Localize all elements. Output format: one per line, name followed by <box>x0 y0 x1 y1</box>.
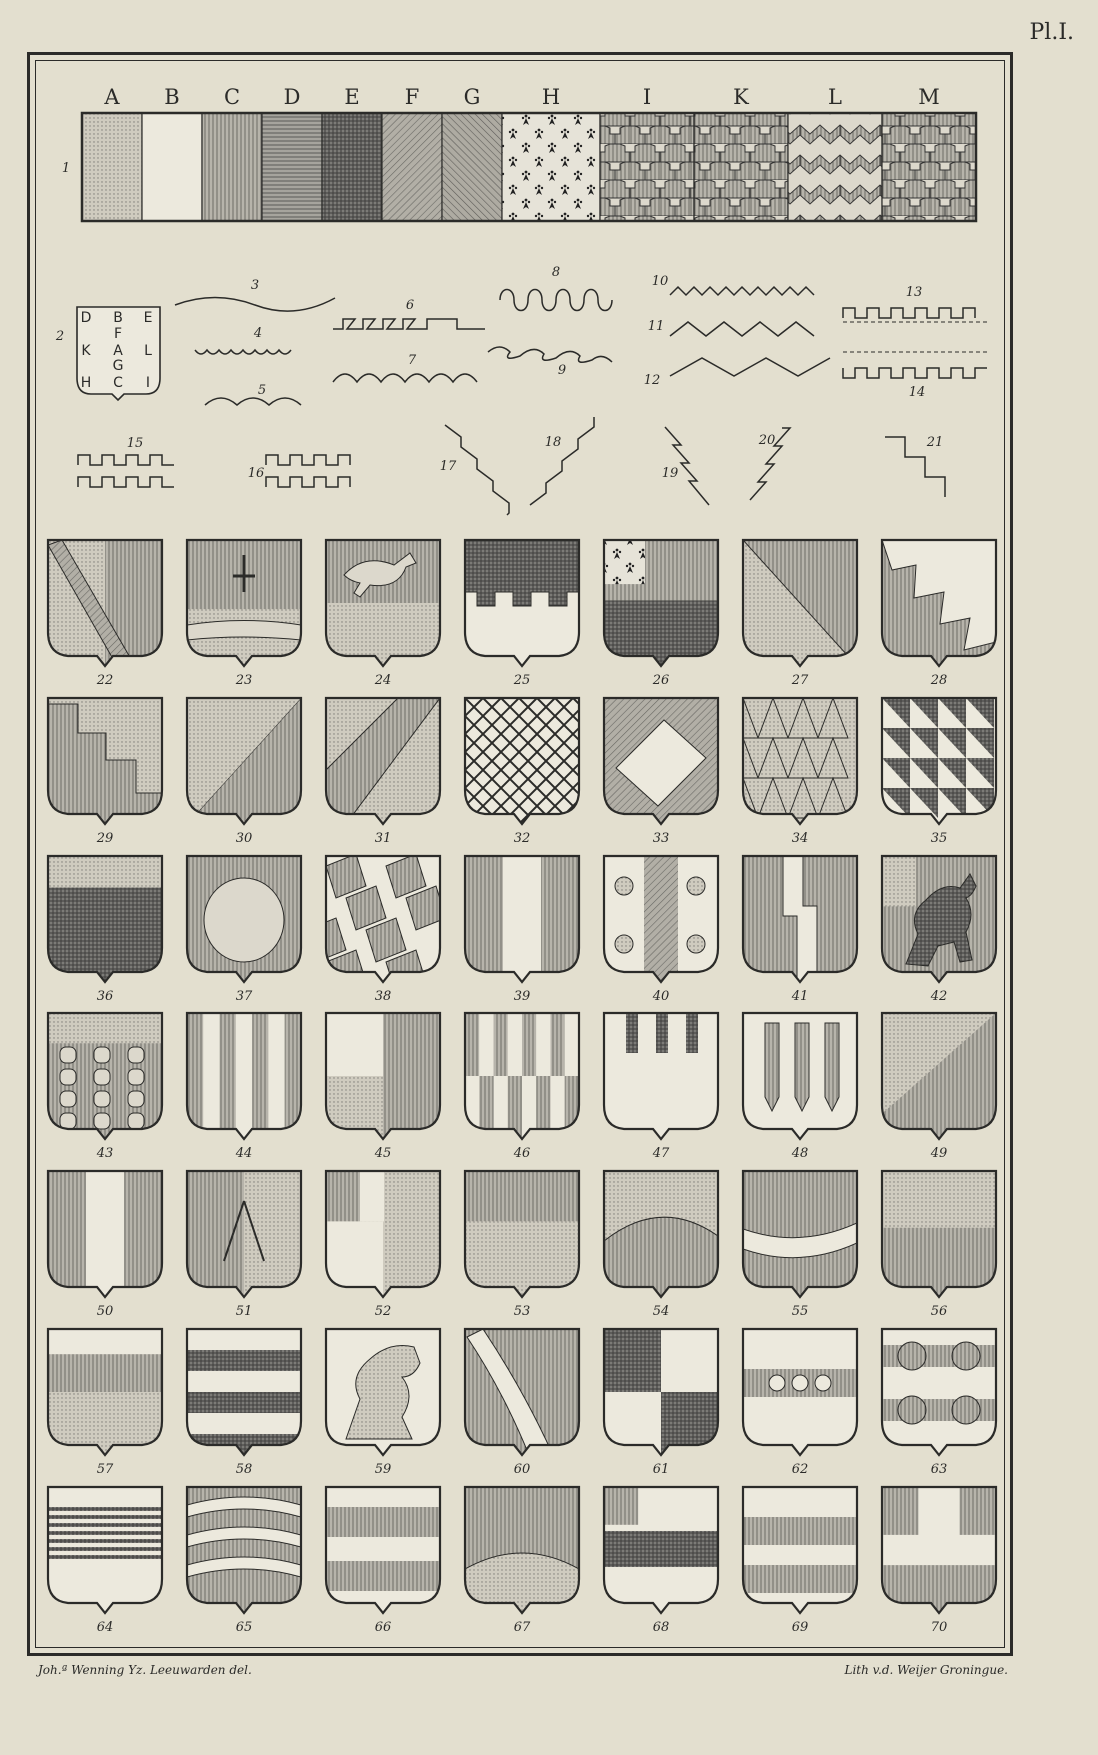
tincture-letter: B <box>164 85 180 109</box>
shield-49 <box>882 1013 996 1139</box>
line-number: 12 <box>643 373 661 388</box>
line-number: 10 <box>651 274 669 289</box>
shield-28 <box>882 540 996 666</box>
credit-left: Joh.ª Wenning Yz. Leeuwarden del. <box>38 1663 252 1677</box>
shield-37 <box>187 856 301 982</box>
line-number: 5 <box>257 383 267 398</box>
line-number: 13 <box>905 285 923 300</box>
shield-22 <box>48 540 162 666</box>
shield-70 <box>882 1487 996 1613</box>
shield-number: 51 <box>235 1304 253 1319</box>
shield-51 <box>187 1171 301 1297</box>
shield-number: 42 <box>930 989 948 1004</box>
shield-39 <box>465 856 579 982</box>
shield-number: 49 <box>930 1146 948 1161</box>
line-number: 6 <box>405 298 415 313</box>
tincture-letter: I <box>642 85 652 109</box>
line-number: 16 <box>247 466 265 481</box>
tincture-swatch <box>262 113 322 221</box>
shield-number: 70 <box>930 1620 948 1635</box>
tincture-swatch <box>322 113 382 221</box>
legend-letter: B <box>113 310 123 326</box>
shield-52 <box>326 1171 440 1297</box>
partition-line-12 <box>670 358 830 376</box>
shield-30 <box>187 698 301 824</box>
tincture-letter: C <box>223 85 241 109</box>
line-number: 19 <box>661 466 679 481</box>
shield-number: 44 <box>235 1146 253 1161</box>
shield-36 <box>48 856 162 982</box>
tincture-swatch <box>694 113 788 221</box>
tincture-swatch <box>788 113 882 221</box>
shield-number: 47 <box>652 1146 670 1161</box>
shield-number: 64 <box>96 1620 114 1635</box>
shield-number: 56 <box>930 1304 948 1319</box>
shield-number: 54 <box>652 1304 670 1319</box>
line-number: 7 <box>407 353 417 368</box>
shield-number: 29 <box>96 831 114 846</box>
shield-64 <box>48 1487 162 1613</box>
line-number: 9 <box>557 363 567 378</box>
shield-25 <box>465 540 579 666</box>
shield-38 <box>306 854 446 994</box>
shield-number: 40 <box>652 989 670 1004</box>
legend-letter: F <box>113 326 123 342</box>
legend-letter: D <box>80 310 92 326</box>
shield-45 <box>326 1013 440 1139</box>
partition-line-13 <box>843 308 975 318</box>
partition-line-11 <box>670 322 814 336</box>
shield-26 <box>604 540 718 666</box>
shield-number: 57 <box>96 1462 114 1477</box>
shield-34 <box>728 698 857 824</box>
shield-44 <box>187 1013 301 1139</box>
shield-58 <box>187 1329 301 1455</box>
shield-56 <box>882 1171 996 1297</box>
shield-number: 53 <box>513 1304 531 1319</box>
line-number: 11 <box>647 319 665 334</box>
shield-46 <box>465 1013 579 1139</box>
shield-69 <box>743 1487 857 1613</box>
shield-number: 59 <box>374 1462 392 1477</box>
shield-number: 36 <box>96 989 114 1004</box>
partition-line-8 <box>500 290 612 311</box>
line-number: 15 <box>126 436 144 451</box>
partition-line-18 <box>530 417 594 505</box>
shield-number: 41 <box>791 989 809 1004</box>
legend-letter: E <box>143 310 153 326</box>
legend-letter: I <box>145 375 151 391</box>
partition-line-7 <box>333 374 477 382</box>
plate-label: Pl.I. <box>1029 20 1074 45</box>
legend-letter: C <box>113 375 123 391</box>
shield-55 <box>743 1171 857 1297</box>
shield-63 <box>882 1329 996 1455</box>
shield-43 <box>48 1013 162 1139</box>
shield-number: 50 <box>96 1304 114 1319</box>
shield-50 <box>48 1171 162 1297</box>
tincture-letter: A <box>104 85 120 109</box>
partition-line-5 <box>205 398 301 405</box>
shield-23 <box>187 540 301 666</box>
line-number: 18 <box>544 435 562 450</box>
shield-number: 28 <box>930 673 948 688</box>
shield-number: 45 <box>374 1146 392 1161</box>
shield-31 <box>326 698 440 824</box>
tincture-swatch <box>882 113 976 221</box>
shield-24 <box>326 540 440 666</box>
legend-letter: G <box>112 358 124 374</box>
tincture-swatch <box>600 113 694 221</box>
shield-number: 23 <box>235 673 253 688</box>
legend-letter: A <box>113 343 123 359</box>
legend-letter: K <box>81 343 91 359</box>
shield-68 <box>604 1487 718 1613</box>
shield-47 <box>604 1013 718 1139</box>
shield-67 <box>465 1487 579 1613</box>
shield-65 <box>187 1487 301 1613</box>
shield-62 <box>743 1329 857 1455</box>
tincture-letter: F <box>404 85 420 109</box>
shield-33 <box>604 698 718 824</box>
shield-number: 38 <box>374 989 392 1004</box>
tincture-letter: M <box>918 85 940 109</box>
shield-number: 25 <box>513 673 531 688</box>
shield-number: 37 <box>235 989 253 1004</box>
shield-42 <box>882 856 996 982</box>
tincture-letter: G <box>463 85 481 109</box>
shield-number: 62 <box>791 1462 809 1477</box>
credit-right: Lith v.d. Weijer Groningue. <box>844 1663 1008 1677</box>
shield-number: 24 <box>374 673 392 688</box>
tincture-letter: H <box>541 85 561 109</box>
shield-40 <box>604 856 718 982</box>
shield-number: 33 <box>652 831 670 846</box>
legend-letter: H <box>80 375 92 391</box>
shield-number: 34 <box>791 831 809 846</box>
shield-number: 32 <box>513 831 531 846</box>
shield-number: 68 <box>652 1620 670 1635</box>
shield-number: 35 <box>930 831 948 846</box>
shield-number: 46 <box>513 1146 531 1161</box>
line-number: 21 <box>926 435 944 450</box>
shield-27 <box>743 540 857 666</box>
shield-66 <box>326 1487 440 1613</box>
shield-number: 26 <box>652 673 670 688</box>
line-number: 14 <box>908 385 926 400</box>
shield-number: 65 <box>235 1620 253 1635</box>
partition-line-10 <box>670 287 814 295</box>
shield-number: 52 <box>374 1304 392 1319</box>
shield-57 <box>48 1329 162 1455</box>
tincture-swatch <box>442 113 502 221</box>
legend-number: 2 <box>55 329 65 344</box>
partition-line-4 <box>195 350 291 354</box>
tincture-letter: E <box>344 85 360 109</box>
partition-line-6 <box>333 319 485 329</box>
shield-number: 48 <box>791 1146 809 1161</box>
shield-number: 27 <box>791 673 809 688</box>
shield-53 <box>465 1171 579 1297</box>
tincture-letter: L <box>828 85 842 109</box>
shield-60 <box>465 1329 579 1455</box>
tincture-swatch <box>382 113 442 221</box>
legend-letter: L <box>144 343 152 359</box>
shield-number: 30 <box>235 831 253 846</box>
shield-number: 58 <box>235 1462 253 1477</box>
shield-35 <box>882 698 996 824</box>
line-number: 4 <box>253 326 263 341</box>
shield-number: 43 <box>96 1146 114 1161</box>
line-number: 17 <box>439 459 457 474</box>
partition-line-16 <box>266 455 350 487</box>
shield-48 <box>743 1013 857 1139</box>
shield-number: 66 <box>374 1620 392 1635</box>
legend-shield <box>77 307 160 400</box>
shield-number: 31 <box>374 831 392 846</box>
tincture-swatch <box>82 113 142 221</box>
shield-59 <box>326 1329 440 1455</box>
shield-number: 22 <box>96 673 114 688</box>
partition-line-9 <box>488 347 612 362</box>
tincture-letter: D <box>283 85 301 109</box>
row-number: 1 <box>61 161 71 176</box>
line-number: 20 <box>758 433 776 448</box>
shield-61 <box>604 1329 718 1455</box>
line-number: 3 <box>250 278 260 293</box>
shield-29 <box>48 698 162 824</box>
tincture-swatch <box>142 113 202 221</box>
shield-number: 67 <box>513 1620 531 1635</box>
partition-line-3 <box>175 298 335 312</box>
line-number: 8 <box>551 265 561 280</box>
shield-41 <box>743 856 857 982</box>
shield-number: 63 <box>930 1462 948 1477</box>
partition-line-14 <box>843 368 987 378</box>
shield-54 <box>604 1171 718 1297</box>
tincture-swatch <box>502 113 600 221</box>
partition-line-15 <box>78 455 174 487</box>
tincture-swatch <box>202 113 262 221</box>
shield-number: 60 <box>513 1462 531 1477</box>
shield-number: 39 <box>513 989 531 1004</box>
shield-number: 61 <box>652 1462 670 1477</box>
tincture-letter: K <box>733 85 749 109</box>
shield-number: 69 <box>791 1620 809 1635</box>
shield-number: 55 <box>791 1304 809 1319</box>
